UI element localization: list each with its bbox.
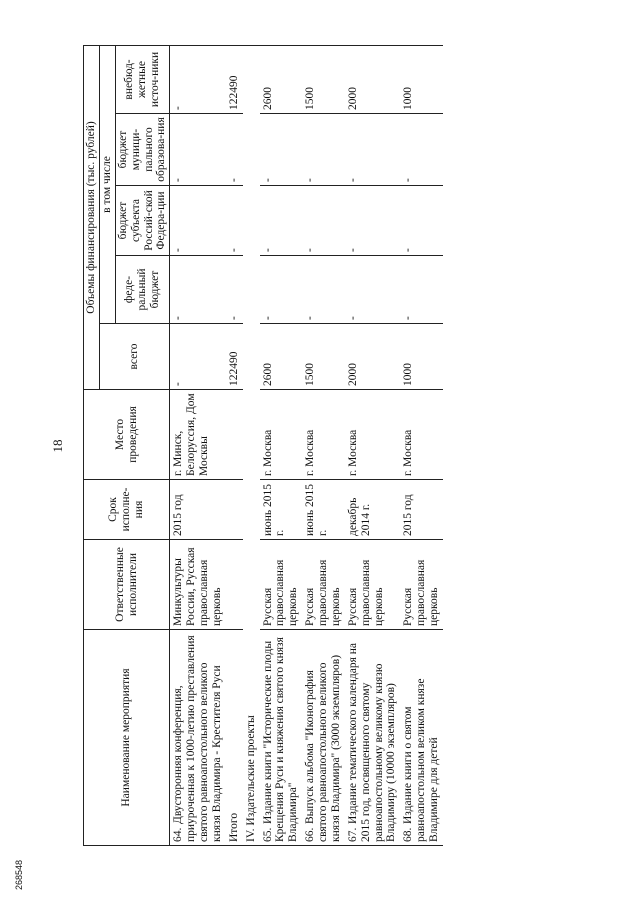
cell-deadline: 2015 год bbox=[170, 480, 226, 540]
cell-federal: - bbox=[400, 256, 443, 324]
cell-regional: - bbox=[302, 186, 345, 256]
subtotal-regional: - bbox=[226, 186, 243, 256]
document-code bbox=[14, 820, 28, 890]
cell-place: г. Москва bbox=[302, 390, 345, 480]
cell-name bbox=[345, 630, 401, 846]
row-name: Выпуск альбома "Иконография святого равноапостольного великого князя Владимира" (3000 экземпляров) bbox=[304, 654, 342, 842]
cell-total: 2600 bbox=[260, 324, 303, 390]
header-executors: Ответственные исполнители bbox=[84, 540, 170, 630]
header-name: Наименование мероприятия bbox=[84, 630, 170, 846]
table-row bbox=[345, 45, 401, 845]
document-code-text: 268548 bbox=[14, 859, 24, 890]
cell-executors: Русская православная церковь bbox=[260, 540, 303, 630]
subtotal-federal: - bbox=[226, 256, 243, 324]
cell-deadline: 2015 год bbox=[400, 480, 443, 540]
cell-municipal: - bbox=[345, 114, 401, 186]
table-row bbox=[302, 45, 345, 845]
header-including: в том числе bbox=[99, 45, 115, 323]
cell-place: г. Москва bbox=[345, 390, 401, 480]
cell-regional: - bbox=[345, 186, 401, 256]
cell-federal: - bbox=[260, 256, 303, 324]
rotated-landscape-page bbox=[45, 46, 597, 846]
cell-municipal: - bbox=[302, 114, 345, 186]
cell-extrabudget: - bbox=[170, 45, 226, 113]
cell-place: г. Минск, Белоруссия, Дом Москвы bbox=[170, 390, 226, 480]
row-name: Издание книги о святом равноапостольном великом князе Владимире для детей bbox=[402, 678, 440, 842]
table-row bbox=[260, 45, 303, 845]
section-row bbox=[243, 45, 260, 845]
header-extrabudget: внебюд-жетные источ-ники bbox=[115, 45, 170, 113]
cell-total: 1500 bbox=[302, 324, 345, 390]
row-number: 66. bbox=[304, 827, 317, 842]
financing-table bbox=[83, 45, 443, 846]
row-number: 67. bbox=[346, 827, 359, 842]
row-name: Издание тематического календаря на 2015 год, посвященного святому равноапостольному великому князю Владимиру (10000 экземпляров) bbox=[346, 642, 398, 842]
section-title: IV. Издательские проекты bbox=[243, 45, 260, 845]
cell-municipal: - bbox=[170, 114, 226, 186]
cell-empty bbox=[226, 480, 243, 540]
header-deadline: Срок исполне-ния bbox=[84, 480, 170, 540]
subtotal-row bbox=[226, 45, 243, 845]
cell-name bbox=[260, 630, 303, 846]
cell-deadline: июнь 2015 г. bbox=[302, 480, 345, 540]
cell-deadline: декабрь 2014 г. bbox=[345, 480, 401, 540]
cell-federal: - bbox=[345, 256, 401, 324]
header-total: всего bbox=[99, 324, 169, 390]
subtotal-total: 122490 bbox=[226, 324, 243, 390]
cell-municipal: - bbox=[400, 114, 443, 186]
cell-regional: - bbox=[400, 186, 443, 256]
cell-empty bbox=[226, 540, 243, 630]
cell-executors: Минкультуры России, Русская православная церковь bbox=[170, 540, 226, 630]
cell-place: г. Москва bbox=[400, 390, 443, 480]
subtotal-municipal: - bbox=[226, 114, 243, 186]
header-municipal: бюджет муници-пального образова-ния bbox=[115, 114, 170, 186]
row-number: 65. bbox=[261, 827, 274, 842]
table-row bbox=[400, 45, 443, 845]
cell-total: 1000 bbox=[400, 324, 443, 390]
row-number: 68. bbox=[402, 827, 415, 842]
cell-federal: - bbox=[170, 256, 226, 324]
cell-municipal: - bbox=[260, 114, 303, 186]
cell-extrabudget: 1000 bbox=[400, 45, 443, 113]
header-federal: феде-ральный бюджет bbox=[115, 256, 170, 324]
cell-federal: - bbox=[302, 256, 345, 324]
cell-total: - bbox=[170, 324, 226, 390]
table-body bbox=[170, 45, 443, 845]
page-number: 18 bbox=[50, 439, 65, 453]
header-financing: Объемы финансирования (тыс. рублей) bbox=[84, 45, 100, 389]
subtotal-label: Итого bbox=[226, 630, 243, 846]
cell-extrabudget: 1500 bbox=[302, 45, 345, 113]
table-row bbox=[170, 45, 226, 845]
cell-regional: - bbox=[260, 186, 303, 256]
header-regional: бюджет субъекта Россий-ской Федера-ции bbox=[115, 186, 170, 256]
cell-empty bbox=[226, 390, 243, 480]
table-header bbox=[84, 45, 170, 845]
cell-regional: - bbox=[170, 186, 226, 256]
row-name: Издание книги "Исторические плоды Крещения Руси и княжения святого князя Владимира" bbox=[261, 637, 300, 842]
row-number: 64. bbox=[172, 827, 185, 842]
cell-total: 2000 bbox=[345, 324, 401, 390]
row-name: Двусторонняя конференция, приуроченная к 1000-летию преставления святого равноапостольного великого князя Владимира - Крестителя Руси bbox=[172, 635, 223, 842]
subtotal-extrabudget: 122490 bbox=[226, 45, 243, 113]
cell-name bbox=[170, 630, 226, 846]
cell-extrabudget: 2600 bbox=[260, 45, 303, 113]
cell-executors: Русская православная церковь bbox=[302, 540, 345, 630]
cell-name bbox=[302, 630, 345, 846]
cell-deadline: июнь 2015 г. bbox=[260, 480, 303, 540]
cell-executors: Русская православная церковь bbox=[345, 540, 401, 630]
header-place: Место проведения bbox=[84, 390, 170, 480]
cell-name bbox=[400, 630, 443, 846]
cell-place: г. Москва bbox=[260, 390, 303, 480]
cell-extrabudget: 2000 bbox=[345, 45, 401, 113]
cell-executors: Русская православная церковь bbox=[400, 540, 443, 630]
